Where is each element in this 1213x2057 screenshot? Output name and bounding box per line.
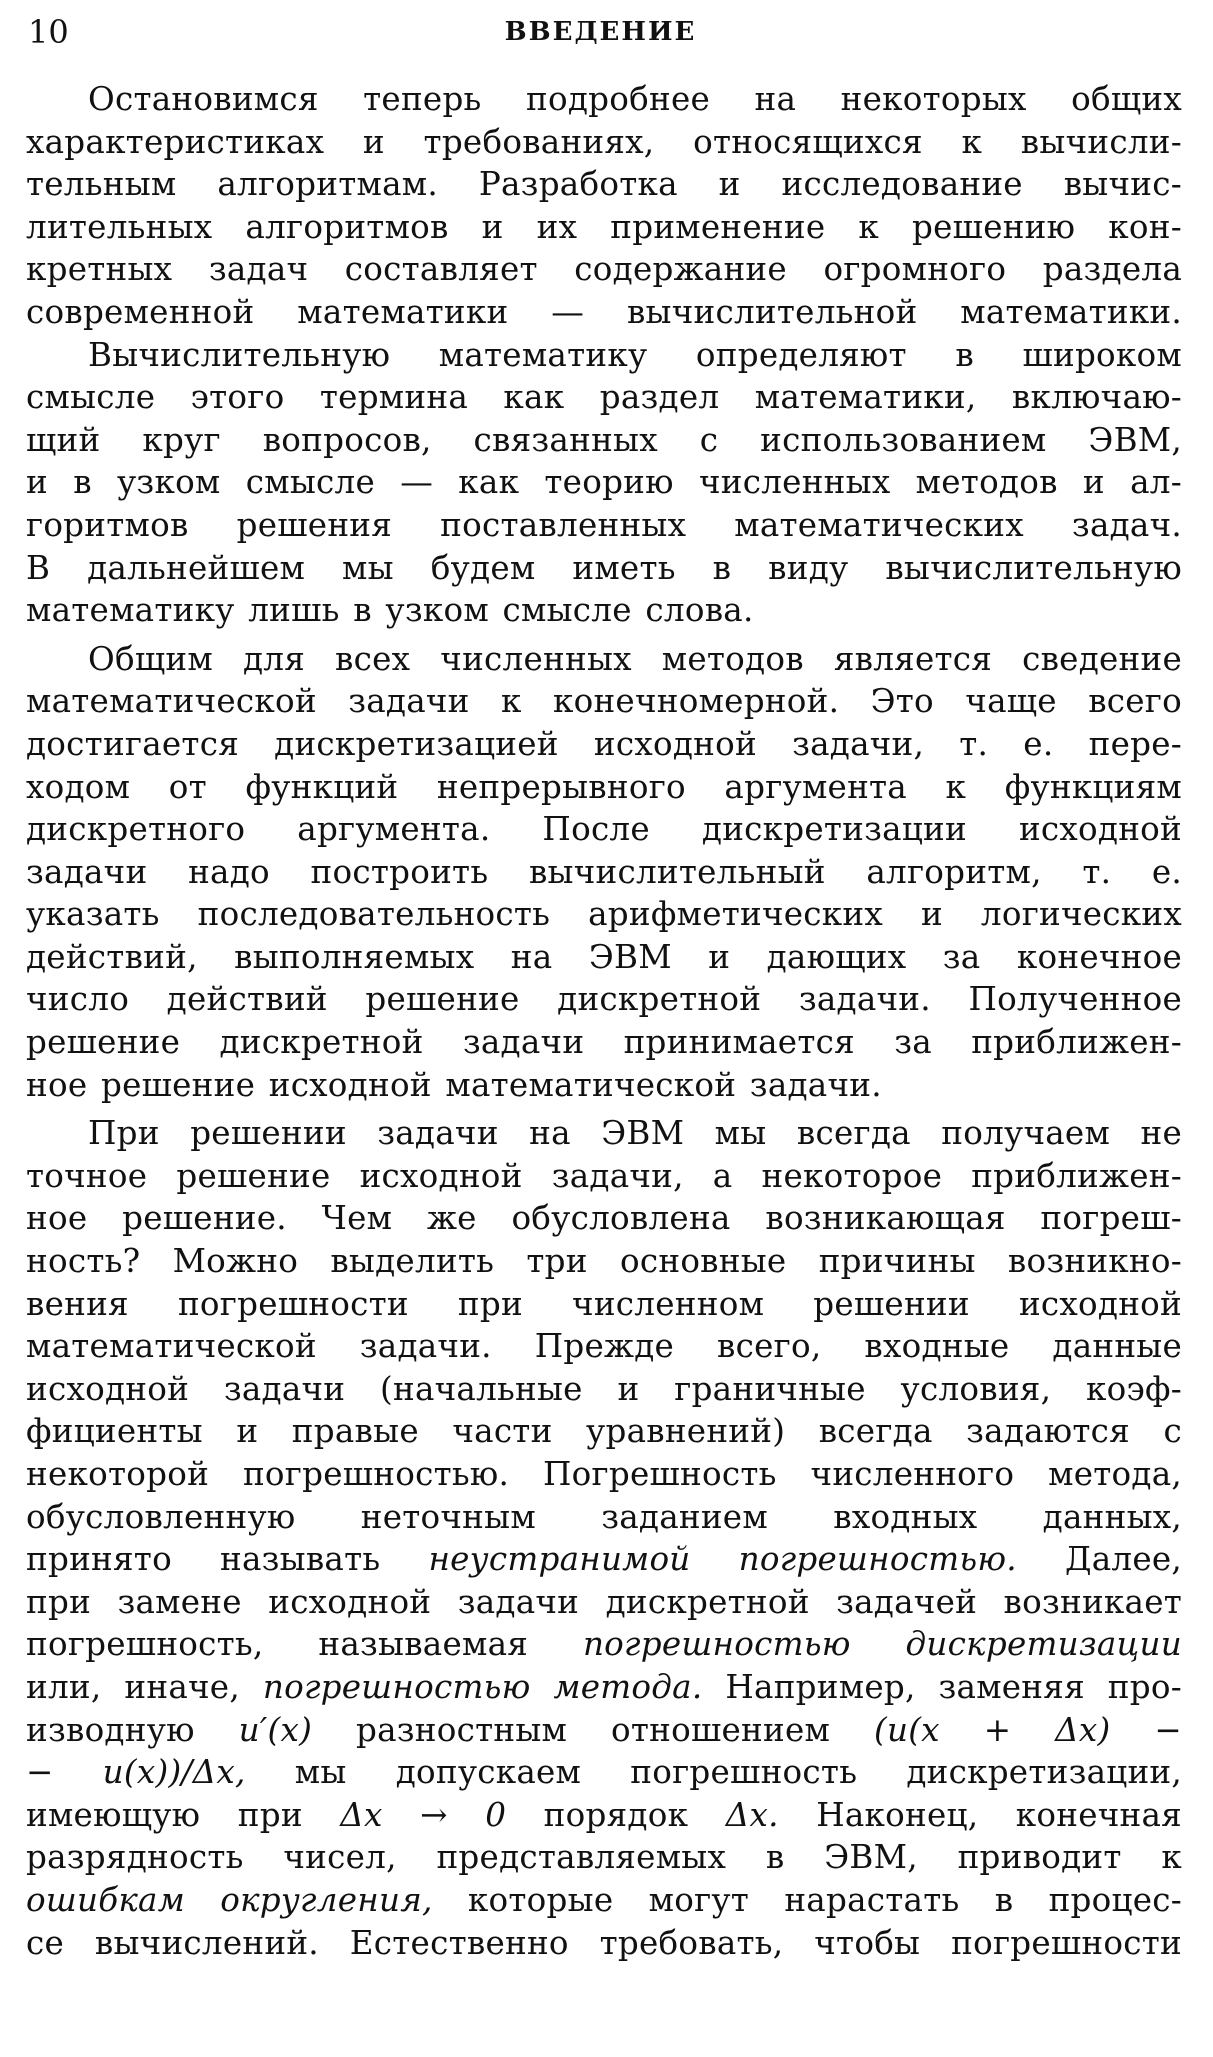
text-run: погрешность, называемая: [26, 1625, 583, 1664]
text-line: дискретного аргумента. После дискретизации исходной: [26, 810, 1182, 849]
text-line: Общим для всех численных методов является сведение: [88, 639, 1182, 678]
text-line: ность? Можно выделить три основные причины возникно-: [26, 1242, 1182, 1281]
text-line: [26, 1879, 1182, 1922]
text-run: Например, заменяя про-: [702, 1667, 1182, 1706]
text-line: при замене исходной задачи дискретной задачей возникает: [26, 1582, 1182, 1621]
text-line: математической задачи. Прежде всего, входные данные: [26, 1327, 1182, 1366]
text-line: ное решение. Чем же обусловлена возникающая погреш-: [26, 1199, 1182, 1238]
math-expression: Δx → 0: [340, 1795, 507, 1834]
text-line: Остановимся теперь подробнее на некоторых общих: [88, 80, 1182, 118]
italic-term: погрешностью метода.: [262, 1667, 703, 1706]
text-line: фициенты и правые части уравнений) всегда задаются с: [26, 1412, 1182, 1451]
text-run: принято называть: [26, 1540, 429, 1579]
text-line: число действий решение дискретной задачи. Полученное: [26, 980, 1182, 1019]
text-run: или, иначе,: [26, 1667, 263, 1706]
text-line: лительных алгоритмов и их применение к решению кон-: [26, 207, 1182, 246]
text-line: В дальнейшем мы будем иметь в виду вычислительную: [26, 548, 1182, 587]
math-expression: u′(x): [238, 1710, 313, 1749]
text-line: [26, 1666, 1182, 1709]
text-line: действий, выполняемых на ЭВМ и дающих за конечное: [26, 937, 1182, 976]
text-line: некоторой погрешностью. Погрешность численного метода,: [26, 1455, 1182, 1493]
text-line: разрядность чисел, представляемых в ЭВМ, приводит к: [26, 1838, 1182, 1877]
text-run: разностным отношением: [312, 1710, 875, 1749]
text-line: Вычислительную математику определяют в широком: [88, 335, 1182, 374]
text-run: изводную: [26, 1710, 239, 1749]
paragraph-3: [26, 638, 1182, 1107]
text-run: порядок: [506, 1795, 726, 1834]
text-line: смысле этого термина как раздел математики, включаю-: [26, 378, 1182, 417]
text-line: и в узком смысле — как теорию численных методов и ал-: [26, 463, 1182, 502]
italic-term: ошибкам округления,: [26, 1880, 433, 1919]
text-line: [26, 1623, 1182, 1666]
text-line: ное решение исходной математической задачи.: [26, 1065, 882, 1104]
text-line: се вычислений. Естественно требовать, чтобы погрешности: [26, 1923, 1182, 1962]
page-number: 10: [28, 13, 69, 51]
paragraph-4: [26, 1112, 1182, 1964]
text-line: характеристиках и требованиях, относящихся к вычисли-: [26, 122, 1182, 161]
text-run: Далее,: [1016, 1540, 1182, 1579]
italic-term: погрешностью дискретизации: [582, 1625, 1182, 1664]
text-line: решение дискретной задачи принимается за приближен-: [26, 1023, 1182, 1062]
running-head: ВВЕДЕНИЕ: [504, 17, 697, 47]
text-line: тельным алгоритмам. Разработка и исследование вычис-: [26, 165, 1182, 204]
paragraph-1: [26, 78, 1182, 334]
page-header: [28, 10, 1173, 54]
text-line: [26, 1538, 1182, 1581]
math-expression: − u(x))/Δx,: [26, 1753, 246, 1792]
text-line: щий круг вопросов, связанных с использованием ЭВМ,: [26, 420, 1182, 459]
text-line: обусловленную неточным заданием входных данных,: [26, 1497, 1182, 1536]
text-line: достигается дискретизацией исходной задачи, т. е. пере-: [26, 724, 1182, 763]
text-line: исходной задачи (начальные и граничные условия, коэф-: [26, 1369, 1182, 1408]
text-line: вения погрешности при численном решении исходной: [26, 1284, 1182, 1323]
text-line: кретных задач составляет содержание огромного раздела: [26, 250, 1182, 289]
text-line: горитмов решения поставленных математических задач.: [26, 505, 1182, 544]
text-line: указать последовательность арифметических и логических: [26, 895, 1182, 934]
body-text: [26, 78, 1182, 1964]
text-run: которые могут нарастать в процес-: [432, 1880, 1182, 1919]
paragraph-2: [26, 334, 1182, 632]
text-line: точное решение исходной задачи, а некоторое приближен-: [26, 1156, 1182, 1195]
math-expression: Δx.: [725, 1795, 779, 1834]
text-run: имеющую при: [26, 1795, 341, 1834]
math-expression: (u(x + Δx) −: [874, 1710, 1182, 1749]
text-line: математику лишь в узком смысле слова.: [26, 591, 754, 630]
text-line: задачи надо построить вычислительный алгоритм, т. е.: [26, 852, 1182, 891]
text-line: При решении задачи на ЭВМ мы всегда получаем не: [88, 1114, 1182, 1153]
italic-term: неустранимой погрешностью.: [428, 1540, 1017, 1579]
text-line: [26, 1751, 1182, 1794]
text-run: мы допускаем погрешность дискретизации,: [245, 1753, 1182, 1792]
text-line: [26, 1794, 1182, 1837]
text-line: математической задачи к конечномерной. Это чаще всего: [26, 682, 1182, 721]
text-line: [26, 1709, 1182, 1752]
text-run: Наконец, конечная: [778, 1795, 1182, 1834]
text-line: ходом от функций непрерывного аргумента к функциям: [26, 767, 1182, 806]
text-line: современной математики — вычислительной математики.: [26, 292, 1182, 331]
